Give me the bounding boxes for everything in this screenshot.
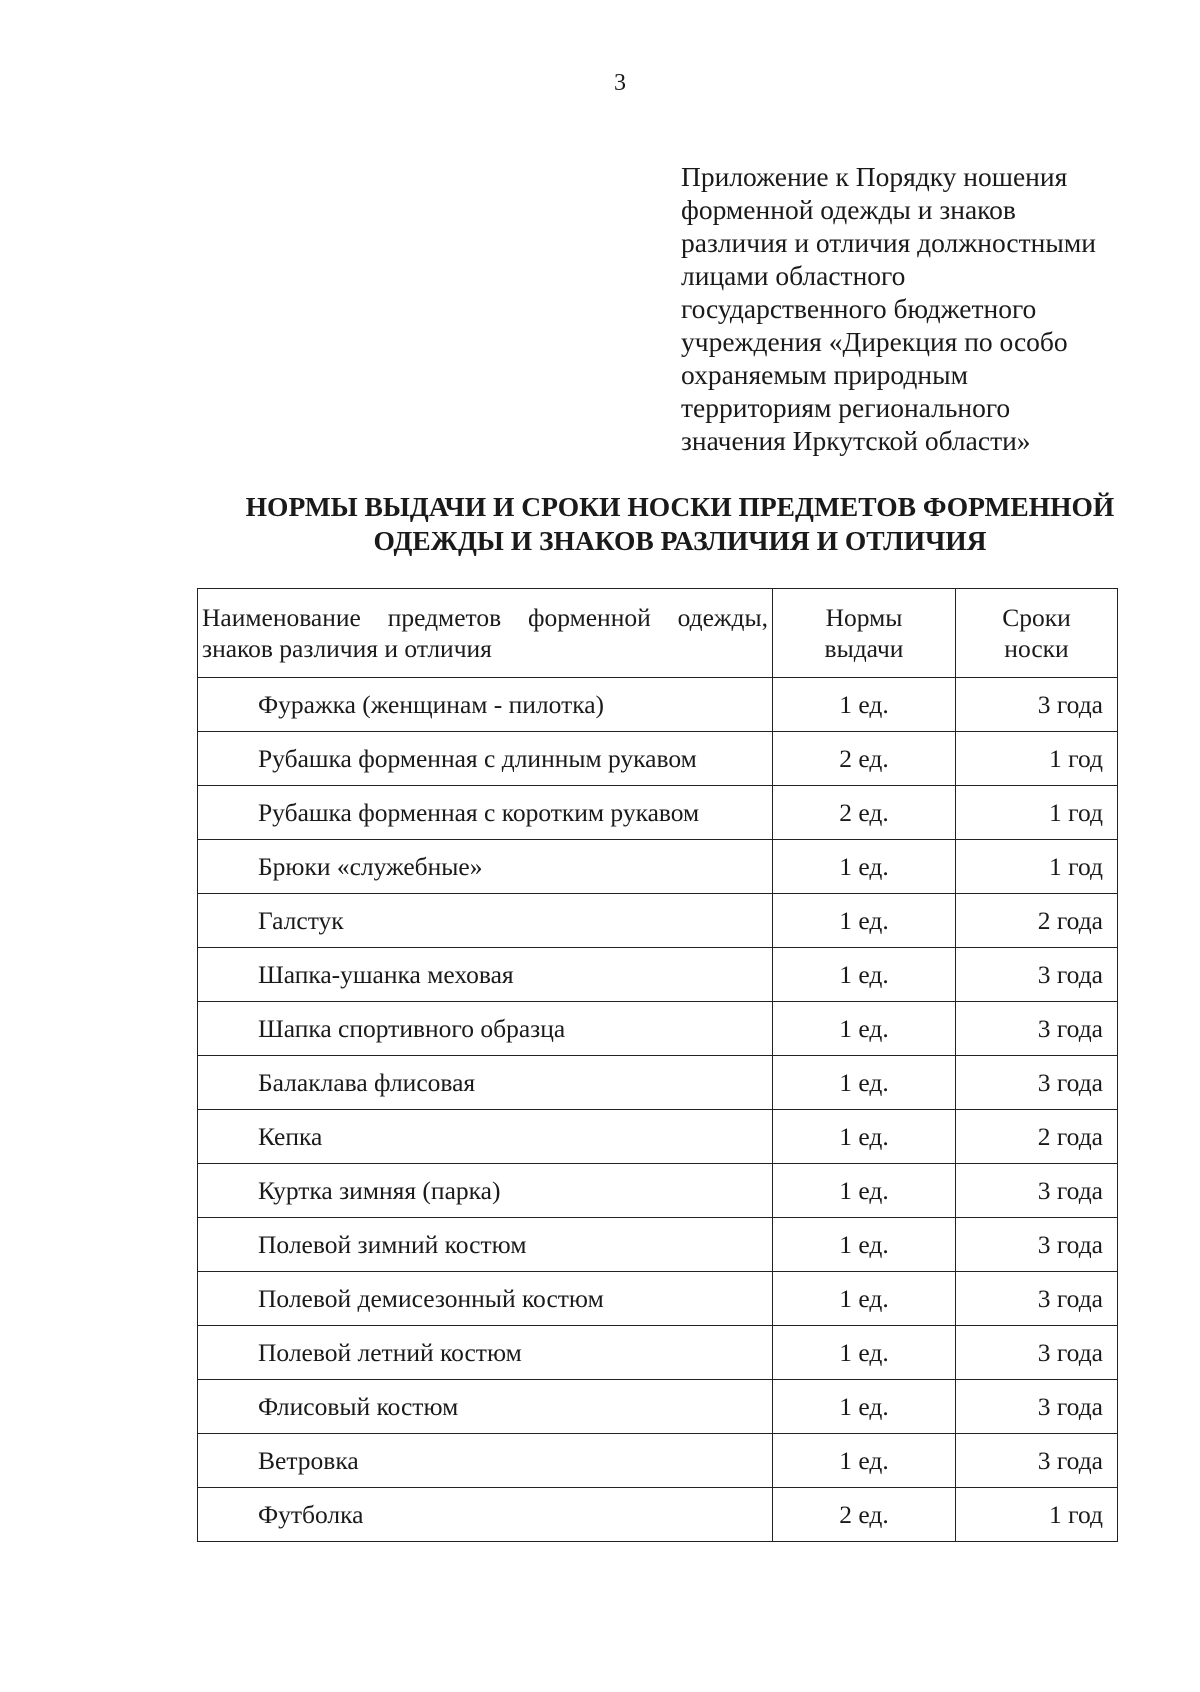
- item-term-cell: 1 год: [956, 732, 1118, 786]
- document-title: [200, 490, 1160, 558]
- table-row: [198, 678, 1118, 732]
- table-row: [198, 786, 1118, 840]
- item-qty-cell: 1 ед.: [773, 1380, 956, 1434]
- title-line: ОДЕЖДЫ И ЗНАКОВ РАЗЛИЧИЯ И ОТЛИЧИЯ: [373, 525, 987, 556]
- item-qty-cell: 2 ед.: [773, 1488, 956, 1542]
- item-qty-cell: 1 ед.: [773, 1110, 956, 1164]
- item-qty-cell: 1 ед.: [773, 1218, 956, 1272]
- table-row: [198, 1164, 1118, 1218]
- table-row: [198, 1380, 1118, 1434]
- item-term-cell: 1 год: [956, 1488, 1118, 1542]
- header-text: Сроки: [1002, 603, 1071, 632]
- item-qty-cell: 1 ед.: [773, 678, 956, 732]
- header-issue-norm: [773, 589, 956, 678]
- item-name-cell: Флисовый костюм: [198, 1380, 773, 1434]
- appendix-line: различия и отличия должностными: [681, 227, 1096, 258]
- header-text: носки: [1004, 634, 1069, 663]
- item-name-cell: Шапка-ушанка меховая: [198, 948, 773, 1002]
- item-term-cell: 3 года: [956, 1272, 1118, 1326]
- item-name-cell: Полевой зимний костюм: [198, 1218, 773, 1272]
- header-text: выдачи: [824, 634, 904, 663]
- item-term-cell: 3 года: [956, 1002, 1118, 1056]
- item-term-cell: 3 года: [956, 1380, 1118, 1434]
- appendix-line: лицами областного: [681, 260, 906, 291]
- item-name-cell: Полевой демисезонный костюм: [198, 1272, 773, 1326]
- item-term-cell: 3 года: [956, 1326, 1118, 1380]
- item-qty-cell: 1 ед.: [773, 1272, 956, 1326]
- item-term-cell: 3 года: [956, 1164, 1118, 1218]
- item-qty-cell: 1 ед.: [773, 894, 956, 948]
- header-item-name: Наименование предметов форменной одежды, знаков различия и отличия: [198, 589, 773, 678]
- title-line: НОРМЫ ВЫДАЧИ И СРОКИ НОСКИ ПРЕДМЕТОВ ФОРМЕННОЙ: [245, 491, 1115, 522]
- item-term-cell: 1 год: [956, 786, 1118, 840]
- item-name-cell: Ветровка: [198, 1434, 773, 1488]
- item-term-cell: 3 года: [956, 948, 1118, 1002]
- item-name-cell: Балаклава флисовая: [198, 1056, 773, 1110]
- item-name-cell: Шапка спортивного образца: [198, 1002, 773, 1056]
- norms-table: [197, 588, 1118, 1542]
- item-term-cell: 1 год: [956, 840, 1118, 894]
- table-row: [198, 1002, 1118, 1056]
- table-row: [198, 1272, 1118, 1326]
- item-term-cell: 3 года: [956, 1218, 1118, 1272]
- item-qty-cell: 1 ед.: [773, 948, 956, 1002]
- item-qty-cell: 1 ед.: [773, 1056, 956, 1110]
- table-row: [198, 1488, 1118, 1542]
- item-qty-cell: 1 ед.: [773, 1164, 956, 1218]
- appendix-note: [681, 160, 1151, 457]
- item-name-cell: Галстук: [198, 894, 773, 948]
- item-qty-cell: 1 ед.: [773, 1002, 956, 1056]
- item-name-cell: Кепка: [198, 1110, 773, 1164]
- item-qty-cell: 2 ед.: [773, 732, 956, 786]
- item-name-cell: Рубашка форменная с длинным рукавом: [198, 732, 773, 786]
- appendix-line: Приложение к Порядку ношения: [681, 161, 1068, 192]
- table-row: [198, 894, 1118, 948]
- item-term-cell: 3 года: [956, 1434, 1118, 1488]
- table-row: [198, 732, 1118, 786]
- item-qty-cell: 2 ед.: [773, 786, 956, 840]
- item-qty-cell: 1 ед.: [773, 840, 956, 894]
- page-number: 3: [614, 70, 626, 96]
- table-row: [198, 1056, 1118, 1110]
- appendix-line: учреждения «Дирекция по особо: [681, 326, 1068, 357]
- item-term-cell: 3 года: [956, 1056, 1118, 1110]
- item-term-cell: 2 года: [956, 894, 1118, 948]
- table-row: [198, 948, 1118, 1002]
- item-name-cell: Куртка зимняя (парка): [198, 1164, 773, 1218]
- table-header-row: [198, 589, 1118, 678]
- table-row: [198, 1218, 1118, 1272]
- table-row: [198, 1434, 1118, 1488]
- appendix-line: территориям регионального: [681, 392, 1011, 423]
- header-text: Нормы: [825, 603, 903, 632]
- appendix-line: охраняемым природным: [681, 359, 968, 390]
- item-name-cell: Фуражка (женщинам - пилотка): [198, 678, 773, 732]
- header-wear-term: [956, 589, 1118, 678]
- item-name-cell: Футболка: [198, 1488, 773, 1542]
- appendix-line: форменной одежды и знаков: [681, 194, 1016, 225]
- item-term-cell: 2 года: [956, 1110, 1118, 1164]
- table-row: [198, 1326, 1118, 1380]
- table-row: [198, 840, 1118, 894]
- item-qty-cell: 1 ед.: [773, 1326, 956, 1380]
- table-row: [198, 1110, 1118, 1164]
- item-name-cell: Полевой летний костюм: [198, 1326, 773, 1380]
- appendix-line: государственного бюджетного: [681, 293, 1037, 324]
- item-name-cell: Брюки «служебные»: [198, 840, 773, 894]
- item-qty-cell: 1 ед.: [773, 1434, 956, 1488]
- appendix-line: значения Иркутской области»: [681, 425, 1031, 456]
- item-term-cell: 3 года: [956, 678, 1118, 732]
- item-name-cell: Рубашка форменная с коротким рукавом: [198, 786, 773, 840]
